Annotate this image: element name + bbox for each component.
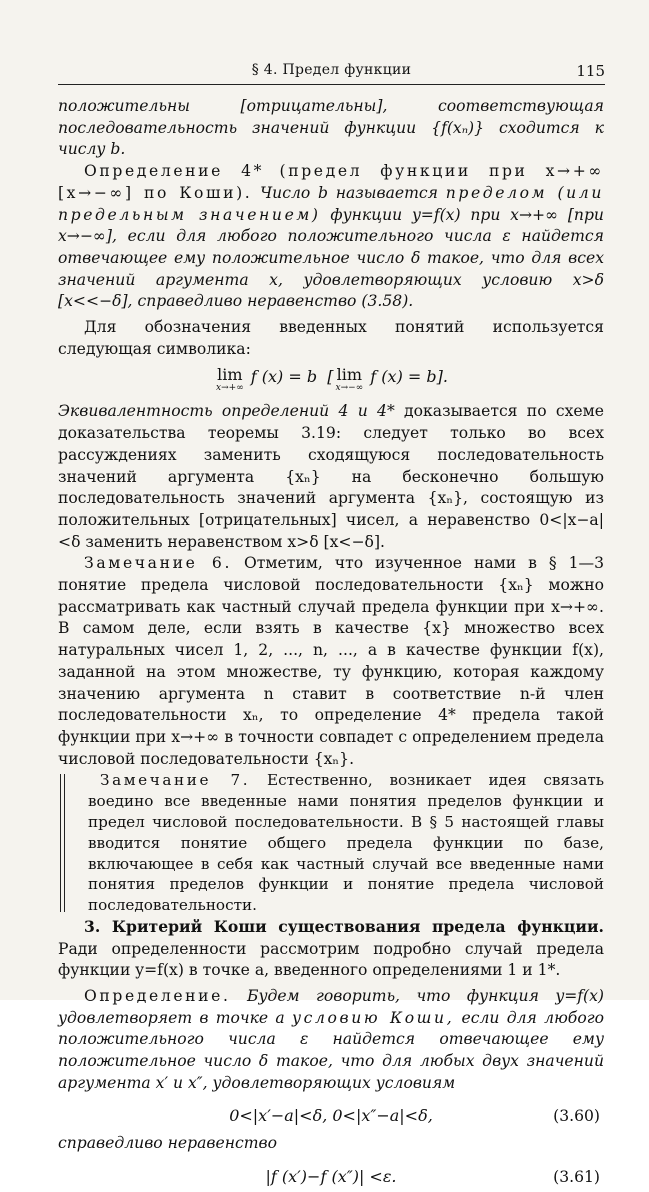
- equivalence-text: доказывается по схеме доказательства теоремы 3.19: следует только во всех рассуждениях заменить сходящуюся последовательность значений аргумента {xₙ} на бесконечно большую последовательность значений аргумента {xₙ}, состоящую из положительных [отрицательных] чисел, а неравенство 0<|x−a|<δ заменить неравенством x>δ [x<−δ].: [58, 402, 604, 551]
- page-body: [58, 96, 604, 1192]
- definition-text-end: функции y=f(x) при x→+∞ [при x→−∞], если для любого положительного числа ε найдется отвечающее ему положительное число δ такое, что для всех значений аргумента x, удовлетворяющих условию x>δ [x<<−δ], справедливо неравенство (3.58).: [58, 205, 604, 311]
- definition-term: условию Коши,: [292, 1008, 455, 1027]
- equation-expression: 0<|x′−a|<δ, 0<|x″−a|<δ,: [229, 1105, 433, 1125]
- lim-subscript: x→−∞: [335, 383, 364, 394]
- equation-number: (3.61): [553, 1168, 600, 1187]
- section-3: [58, 916, 604, 982]
- lim-word: lim: [217, 365, 243, 385]
- paragraph-inequality: справедливо неравенство: [58, 1133, 277, 1152]
- remark-7-paragraph: [88, 770, 604, 916]
- equation-expression: |f (x′)−f (x″)| <ε.: [265, 1167, 397, 1187]
- margin-bar: [60, 774, 65, 912]
- bracket-open: [: [327, 367, 334, 387]
- definition-term: пределом (или предельным значением): [58, 183, 604, 224]
- remark-label: Замечание 7.: [100, 771, 251, 790]
- header-title: § 4. Предел функции: [251, 62, 412, 78]
- cauchy-definition: [58, 986, 604, 1095]
- section-heading: 3. Критерий Коши существования предела функции.: [84, 916, 604, 936]
- equation-3-60: [58, 1101, 604, 1131]
- definition-text-start: Число b называется: [260, 183, 438, 202]
- equation-3-61: [58, 1162, 604, 1192]
- definition-name: (предел функции при x→+∞ [x→−∞] по Коши).: [58, 162, 604, 202]
- equation-number: (3.60): [553, 1106, 600, 1125]
- section-text: Ради определенности рассмотрим подробно случай предела функции y=f(x) в точке a, введенного определениями 1 и 1*.: [58, 939, 604, 980]
- running-header: [58, 60, 605, 85]
- equivalence-italic: Эквивалентность определений 4 и 4*: [58, 402, 395, 421]
- page-number: 115: [576, 62, 605, 80]
- limit-formula: [58, 366, 604, 393]
- definition-4-star: [58, 161, 604, 313]
- definition-label: Определение.: [84, 987, 231, 1006]
- remark-text: Естественно, возникает идея связать воедино все введенные нами понятия пределов функции и предел числовой последовательности. В § 5 настоящей главы вводится понятие общего предела функции по базе, включающее в себя как частный случай все введенные нами понятия пределов функции и понятие предела числовой последовательности.: [88, 771, 604, 915]
- definition-label: Определение 4*: [84, 162, 265, 181]
- paragraph-continuation: положительны [отрицательны], соответствующая последовательность значений функции {f(xₙ)} сходится к числу b.: [58, 97, 604, 159]
- definition-text-end: если для любого положительного числа ε найдется отвечающее ему положительное число δ такое, что для любых двух значений аргумента x′ и x″, удовлетворяющих условиям: [58, 1008, 604, 1092]
- paragraph-equivalence: [58, 401, 604, 553]
- limit-plus-infinity: [216, 366, 244, 393]
- remark-7: [58, 770, 604, 916]
- limit-expression: f (x) = b].: [370, 367, 448, 387]
- paragraph-notation: Для обозначения введенных понятий используется следующая символика:: [58, 318, 604, 358]
- lim-word: lim: [336, 365, 363, 385]
- lim-subscript: x→+∞: [216, 383, 244, 394]
- remark-label: Замечание 6.: [84, 554, 233, 573]
- definition-text-start: Будем говорить, что функция y=f(x) удовлетворяет в точке a: [58, 987, 604, 1027]
- limit-expression: f (x) = b: [250, 367, 318, 387]
- remark-6: [58, 553, 604, 770]
- limit-minus-infinity: [336, 366, 364, 393]
- remark-text: Отметим, что изученное нами в § 1—3 понятие предела числовой последовательности {xₙ} можно рассматривать как частный случай предела функции при x→+∞. В самом деле, если взять в качестве {x} множество всех натуральных чисел 1, 2, ..., n, ..., а в качестве функции f(x), заданной на этом множестве, ту функцию, которая каждому значению аргумента n ставит в соответствие n-й член последовательности xₙ, то определение 4* предела такой функции при x→+∞ в точности совпадет с определением предела числовой последовательности {xₙ}.: [58, 554, 605, 768]
